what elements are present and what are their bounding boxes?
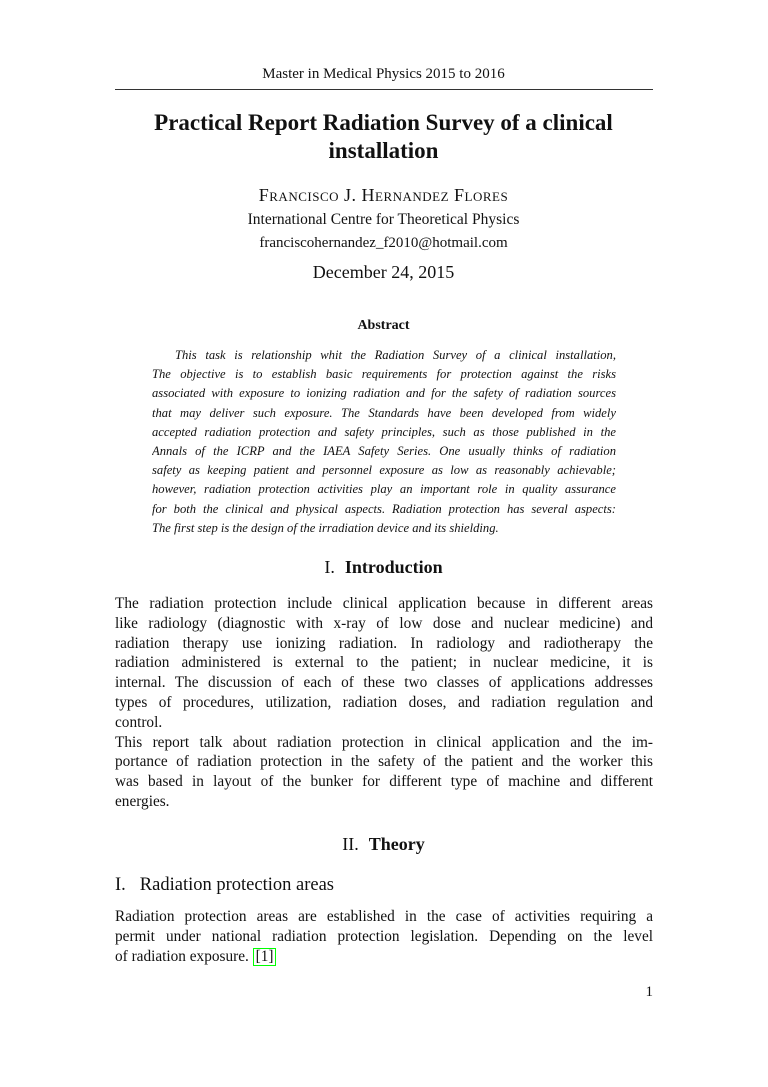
abstract-line: for both the clinical and physical aspects. Radiation protection has several aspects: [152,501,616,516]
paragraph-line [115,947,653,967]
paragraph-line: radiation administered is external to the patient; in nuclear medicine, it is [115,654,653,672]
subsection-title: Radiation protection areas [139,875,334,895]
section-title: Theory [368,834,425,854]
subsection-body [115,907,653,966]
paragraph-line: types of procedures, utilization, radiation doses, and radiation regulation and [115,693,653,711]
abstract-heading: Abstract [357,318,410,333]
paragraph-line: portance of radiation protection in the safety of the patient and the worker this [115,753,653,771]
paragraph-line: Radiation protection areas are established in the case of activities requiring a [115,908,653,925]
subsection-number: I. [115,875,126,895]
paper-date: December 24, 2015 [312,262,455,282]
abstract-line: The objective is to establish basic requirements for protection against the risks [152,367,616,382]
paragraph-line: The radiation protection include clinical application because in different areas [115,595,653,612]
abstract-line: associated with exposure to ionizing radiation and for the safety of radiation sources [152,386,616,401]
section-heading-theory [115,834,652,855]
citation-link[interactable]: [1] [253,948,277,966]
title-line-1: Practical Report Radiation Survey of a clinical [154,110,613,135]
paragraph-line: was based in layout of the bunker for different type of machine and different [115,773,653,791]
abstract-line: safety as keeping patient and personnel exposure as low as reasonably achievable; [152,463,616,478]
abstract-line: accepted radiation protection and safety principles, such as those published in the [152,424,616,439]
paragraph-line: energies. [115,792,170,810]
paragraph-line-text: of radiation exposure. [115,947,249,965]
page-number: 1 [645,984,653,1000]
abstract-line: The first step is the design of the irradiation device and its shielding. [152,520,499,535]
paragraph-line: permit under national radiation protection legislation. Depending on the level [115,927,653,945]
abstract-line: Annals of the ICRP and the IAEA Safety Series. One usually thinks of radiation [152,444,616,459]
introduction-body [115,594,653,812]
author-email: franciscohernandez_f2010@hotmail.com [259,235,508,251]
section-number: I. [324,557,335,577]
paragraph-line: like radiology (diagnostic with x-ray of low dose and nuclear medicine) and [115,614,653,632]
paragraph-line: This report talk about radiation protection in clinical application and the im- [115,733,653,751]
abstract-body [152,346,616,538]
abstract-line: that may deliver such exposure. The Standards have been developed from widely [152,405,616,420]
header-rule [115,89,653,90]
section-heading-introduction [115,557,652,578]
subsection-heading-radiation-protection-areas [115,875,334,896]
abstract-line: This task is relationship whit the Radiation Survey of a clinical installation, [175,348,616,362]
section-number: II. [342,834,359,854]
author-name: Francisco J. Hernandez Flores [258,185,509,205]
paper-title [115,109,652,165]
running-header: Master in Medical Physics 2015 to 2016 [262,66,505,82]
section-title: Introduction [344,557,443,577]
paragraph-line: control. [115,713,163,731]
paragraph-line: internal. The discussion of each of these two classes of applications addresses [115,674,653,692]
abstract-line: however, radiation protection activities play an important role in quality assurance [152,482,616,497]
author-affiliation: International Centre for Theoretical Physics [247,211,520,228]
title-line-2: installation [328,138,439,163]
paragraph-line: radiation therapy use ionizing radiation. In radiology and radiotherapy the [115,634,653,652]
